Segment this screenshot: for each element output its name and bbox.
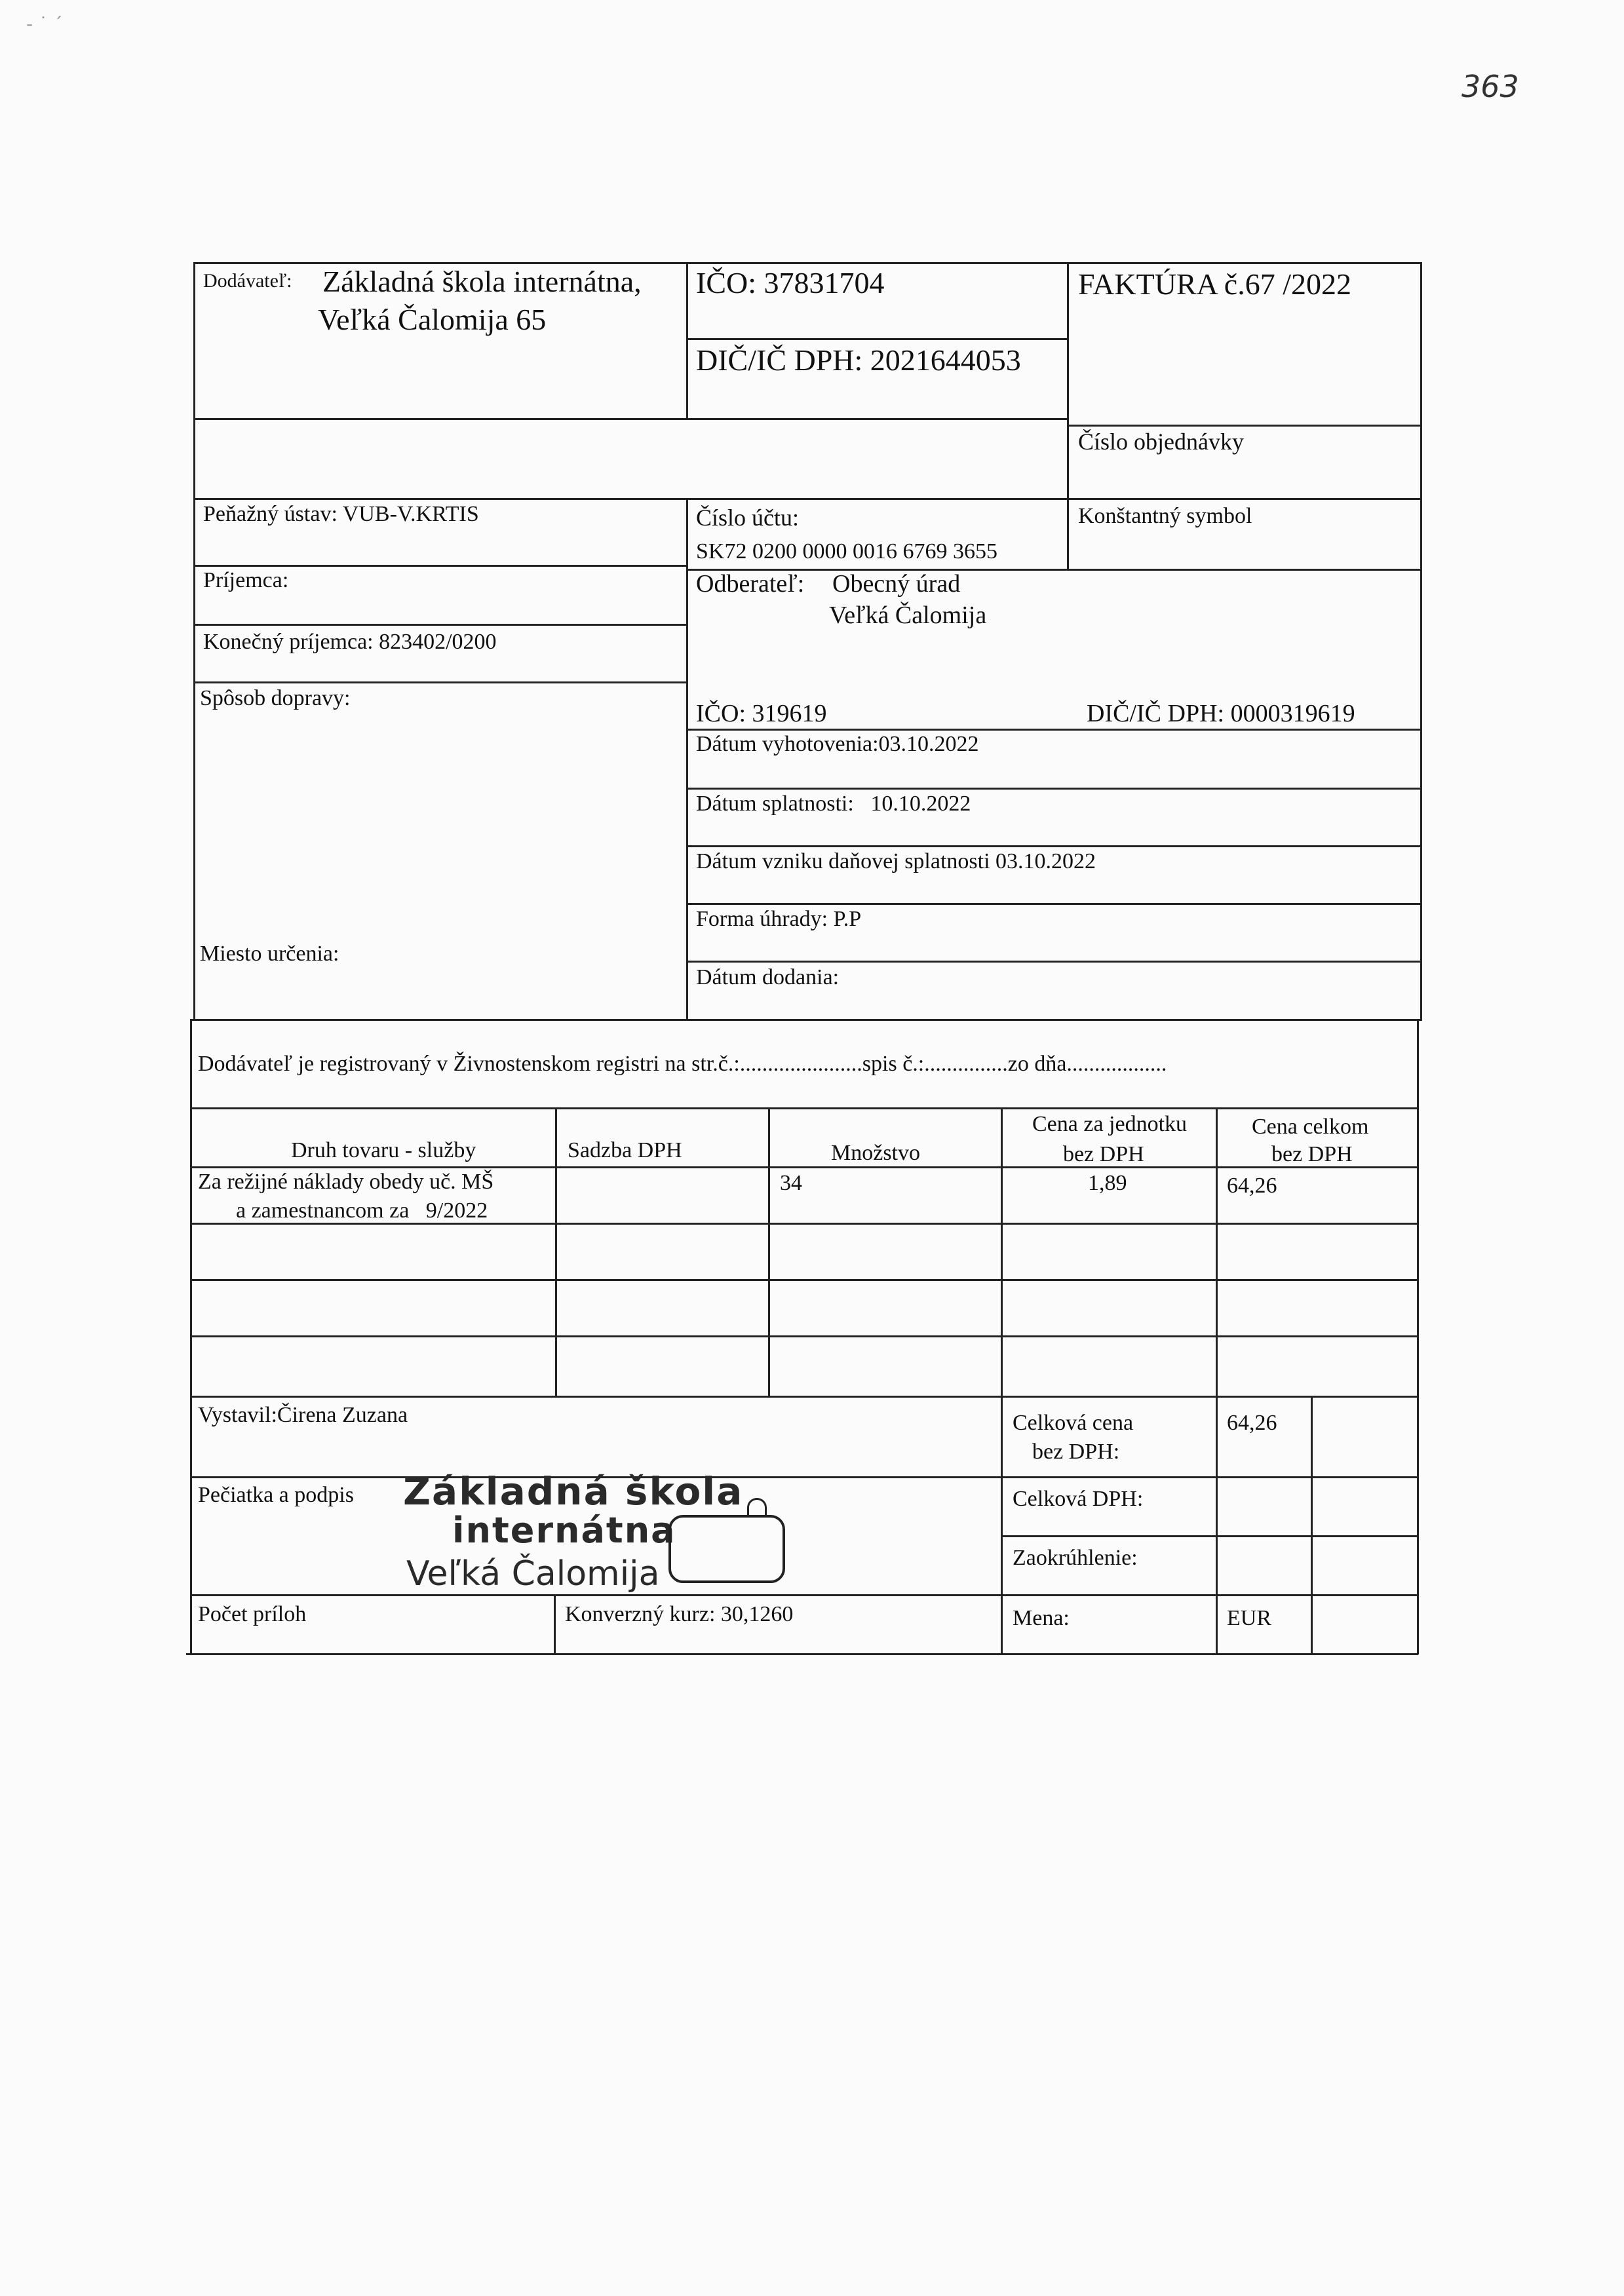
header-total-l1: Cena celkom <box>1252 1115 1369 1139</box>
grid-line <box>190 1107 1418 1109</box>
customer-name-line2: Veľká Čalomija <box>829 602 987 629</box>
header-quantity: Množstvo <box>831 1141 920 1165</box>
header-unit-price-l1: Cena za jednotku <box>1032 1112 1188 1136</box>
grid-line <box>193 498 1421 500</box>
currency-label: Mena: <box>1013 1606 1070 1630</box>
stamp-signature-mark <box>747 1498 767 1517</box>
rounding-label: Zaokrúhlenie: <box>1013 1546 1138 1570</box>
stamp-signature-box <box>668 1515 785 1583</box>
stamp-label: Pečiatka a podpis <box>198 1483 354 1507</box>
grid-line <box>686 729 1420 731</box>
total-value: 64,26 <box>1227 1411 1277 1435</box>
attachments-label: Počet príloh <box>198 1602 307 1626</box>
grid-line <box>193 681 686 683</box>
grid-line <box>190 1594 1418 1596</box>
header-total-l2: bez DPH <box>1271 1142 1353 1166</box>
stamp-line3: Veľká Čalomija <box>406 1554 660 1594</box>
supplier-name-line2: Veľká Čalomija 65 <box>318 303 547 336</box>
grid-line <box>1067 425 1421 427</box>
customer-name-line1: Obecný úrad <box>832 570 961 598</box>
vat-total-label: Celková DPH: <box>1013 1487 1144 1511</box>
row1-total: 64,26 <box>1227 1174 1277 1198</box>
grid-line <box>1420 262 1422 570</box>
grid-line <box>193 262 1422 264</box>
constant-symbol-label: Konštantný symbol <box>1078 504 1252 528</box>
grid-line <box>686 961 1420 963</box>
grid-line <box>193 262 195 419</box>
grid-line <box>193 624 686 626</box>
grid-line <box>686 903 1420 905</box>
grid-line <box>1216 1107 1218 1655</box>
header-vat-rate: Sadzba DPH <box>568 1138 682 1162</box>
invoice-title: FAKTÚRA č.67 /2022 <box>1078 267 1351 301</box>
bank-label: Peňažný ústav: VUB-V.KRTIS <box>203 502 479 526</box>
row1-quantity: 34 <box>780 1171 802 1195</box>
grid-line <box>193 418 1067 420</box>
currency-value: EUR <box>1227 1606 1271 1630</box>
grid-line <box>686 845 1420 847</box>
registry-note: Dodávateľ je registrovaný v Živnostenskom registri na str.č.:......................spis č.:...............zo dňa.................. <box>198 1052 1167 1076</box>
grid-line <box>190 1166 1418 1168</box>
grid-line <box>1067 262 1069 570</box>
grid-line <box>1001 1535 1418 1537</box>
grid-line <box>686 262 688 419</box>
grid-line <box>686 338 1067 340</box>
destination-label: Miesto určenia: <box>200 942 339 966</box>
tax-date: Dátum vzniku daňovej splatnosti 03.10.2022 <box>696 849 1096 873</box>
row1-unit-price: 1,89 <box>1088 1171 1127 1195</box>
supplier-ico: IČO: 37831704 <box>696 266 885 299</box>
account-label: Číslo účtu: <box>696 505 800 531</box>
stamp-line1: Základná škola <box>403 1469 744 1514</box>
grid-line <box>1001 1107 1003 1655</box>
header-unit-price-l2: bez DPH <box>1063 1142 1144 1166</box>
grid-line <box>190 1396 1418 1398</box>
issued-by: Vystavil:Čirena Zuzana <box>198 1403 408 1427</box>
header-item: Druh tovaru - služby <box>291 1138 476 1162</box>
total-label-l2: bez DPH: <box>1032 1440 1120 1464</box>
transport-label: Spôsob dopravy: <box>200 686 351 710</box>
grid-line <box>686 498 688 1019</box>
grid-line <box>190 1279 1418 1281</box>
final-recipient: Konečný príjemca: 823402/0200 <box>203 630 497 654</box>
due-date: Dátum splatnosti: 10.10.2022 <box>696 792 971 816</box>
total-label-l1: Celková cena <box>1013 1411 1134 1435</box>
row1-item-l1: Za režijné náklady obedy uč. MŠ <box>198 1170 494 1194</box>
grid-line <box>1311 1396 1313 1655</box>
row1-item-l2: a zamestnancom za 9/2022 <box>236 1198 488 1223</box>
grid-line <box>686 788 1420 790</box>
scan-marks: ‑ ˙ ˊ <box>26 13 63 35</box>
grid-line <box>768 1107 770 1396</box>
grid-line <box>190 1019 1420 1021</box>
grid-line <box>190 1335 1418 1337</box>
stamp-line2: internátna <box>452 1510 676 1551</box>
recipient-label: Príjemca: <box>203 568 289 592</box>
grid-line <box>554 1594 556 1655</box>
grid-line <box>555 1107 557 1396</box>
customer-label: Odberateľ: <box>696 570 805 598</box>
customer-ico: IČO: 319619 <box>696 700 827 727</box>
delivery-date: Dátum dodania: <box>696 965 840 989</box>
grid-line <box>193 565 686 567</box>
grid-line <box>190 1476 1418 1478</box>
account-number: SK72 0200 0000 0016 6769 3655 <box>696 539 997 564</box>
issued-date: Dátum vyhotovenia:03.10.2022 <box>696 732 979 756</box>
payment-form: Forma úhrady: P.P <box>696 907 862 931</box>
supplier-name-line1: Základná škola internátna, <box>322 265 642 298</box>
supplier-label: Dodávateľ: <box>203 270 292 292</box>
order-number-label: Číslo objednávky <box>1078 429 1244 455</box>
customer-dic: DIČ/IČ DPH: 0000319619 <box>1087 700 1355 727</box>
supplier-dic: DIČ/IČ DPH: 2021644053 <box>696 343 1021 377</box>
exchange-rate: Konverzný kurz: 30,1260 <box>565 1602 794 1626</box>
grid-line <box>186 1653 1418 1655</box>
grid-line <box>1420 569 1422 1021</box>
page-number: 363 <box>1461 69 1519 104</box>
grid-line <box>193 418 195 1021</box>
